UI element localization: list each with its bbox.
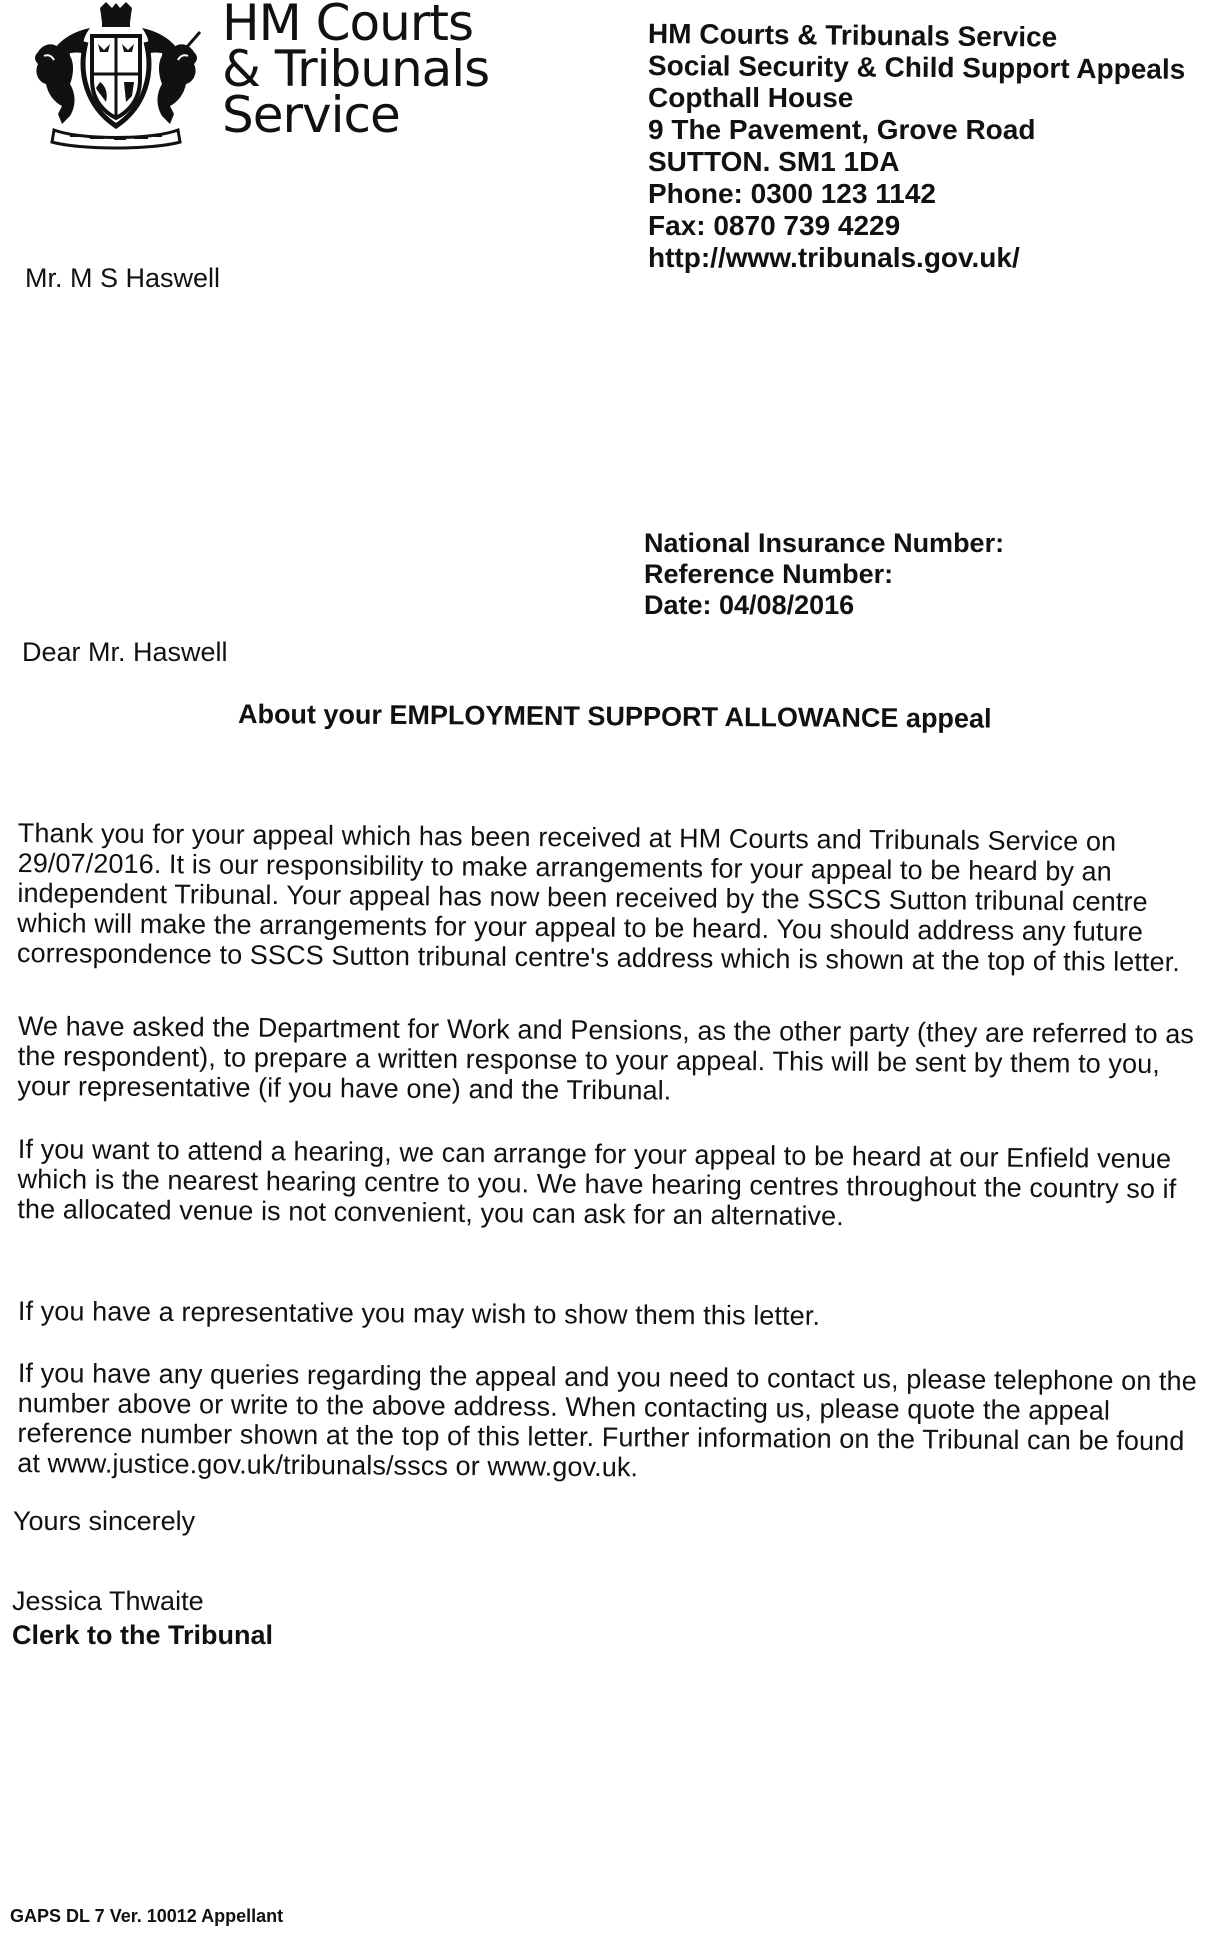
paragraph-line: If you have a representative you may wish to show them this letter. [17, 1296, 821, 1331]
body-paragraph [17, 1358, 1198, 1486]
paragraph-line: the respondent), to prepare a written response to your appeal. This will be sent by them to you, [17, 1040, 1161, 1079]
paragraph-line: Thank you for your appeal which has been received at HM Courts and Tribunals Service on [17, 818, 1117, 857]
paragraph-line: the allocated venue is not convenient, you can ask for an alternative. [17, 1193, 844, 1232]
royal-coat-of-arms-icon [30, 2, 202, 150]
signatory-role: Clerk to the Tribunal [12, 1620, 274, 1650]
fax-number: Fax: 0870 739 4229 [648, 210, 901, 241]
paragraph-line: If you have any queries regarding the appeal and you need to contact us, please telephone on the [17, 1358, 1197, 1397]
address-line: SUTTON. SM1 1DA [648, 146, 900, 177]
address-line: 9 The Pavement, Grove Road [648, 114, 1036, 145]
sender-address [648, 18, 1185, 274]
paragraph-line: at www.justice.gov.uk/tribunals/sscs or www.gov.uk. [17, 1447, 639, 1483]
body-paragraph [17, 1011, 1198, 1109]
subject-line: About your EMPLOYMENT SUPPORT ALLOWANCE appeal [237, 699, 992, 734]
address-line: Copthall House [648, 82, 854, 113]
body-paragraph [17, 818, 1198, 977]
paragraph-line: number above or write to the above address. When contacting us, please quote the appeal [17, 1387, 1111, 1426]
body-paragraph [17, 1134, 1198, 1234]
paragraph-line: which will make the arrangements for your appeal to be heard. You should address any future [17, 907, 1144, 947]
paragraph-line: correspondence to SSCS Sutton tribunal centre's address which is shown at the top of this letter. [16, 937, 1181, 978]
form-code: GAPS DL 7 Ver. 10012 Appellant [10, 1906, 284, 1926]
body-paragraph [18, 1296, 1198, 1333]
reference-number-label: Reference Number: [644, 559, 894, 589]
ni-number-label: National Insurance Number: [644, 528, 1005, 558]
paragraph-line: If you want to attend a hearing, we can arrange for your appeal to be heard at our Enfield venue [17, 1134, 1172, 1175]
address-line: Social Security & Child Support Appeals [647, 50, 1186, 85]
recipient-name: Mr. M S Haswell [25, 263, 221, 293]
paragraph-line: We have asked the Department for Work and Pensions, as the other party (they are referred to as [17, 1011, 1195, 1050]
logo-line: HM Courts [222, 0, 474, 52]
paragraph-line: which is the nearest hearing centre to you. We have hearing centres throughout the country so if [17, 1163, 1177, 1205]
reference-block [644, 528, 1004, 621]
paragraph-line: reference number shown at the top of this letter. Further information on the Tribunal can be found [17, 1417, 1185, 1457]
website-url: http://www.tribunals.gov.uk/ [648, 242, 1020, 273]
paragraph-line: 29/07/2016. It is our responsibility to make arrangements for your appeal to be heard by an [17, 847, 1112, 887]
letter-date: Date: 04/08/2016 [644, 590, 855, 620]
phone-number: Phone: 0300 123 1142 [648, 178, 936, 209]
paragraph-line: independent Tribunal. Your appeal has now been received by the SSCS Sutton tribunal centre [17, 877, 1148, 917]
closing-phrase: Yours sincerely [13, 1506, 196, 1536]
logo-line: & Tribunals [222, 40, 490, 98]
organisation-logo [222, 0, 490, 144]
address-line: HM Courts & Tribunals Service [647, 18, 1058, 53]
signatory-name: Jessica Thwaite [12, 1586, 204, 1616]
logo-line: Service [222, 86, 400, 144]
paragraph-line: your representative (if you have one) and the Tribunal. [17, 1070, 672, 1106]
salutation: Dear Mr. Haswell [22, 637, 228, 667]
